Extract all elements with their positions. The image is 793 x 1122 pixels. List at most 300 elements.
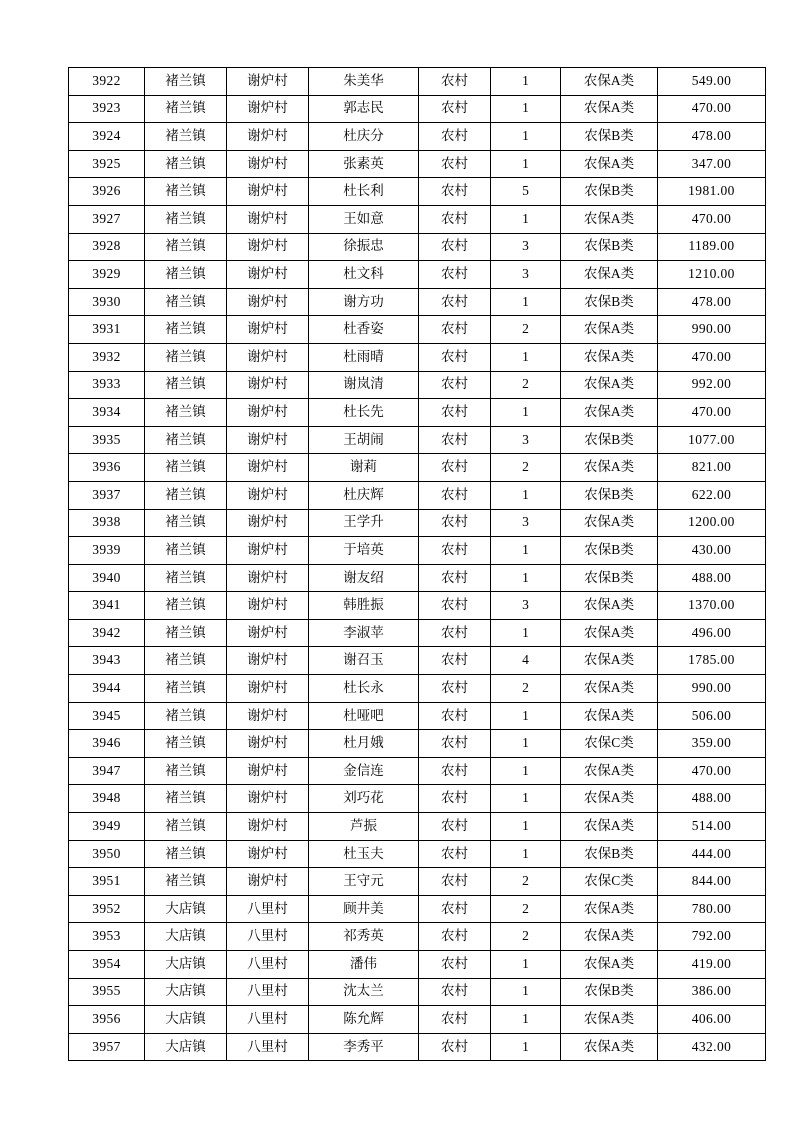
- cell-count: 1: [491, 399, 561, 427]
- cell-category: 农保A类: [561, 150, 658, 178]
- cell-type: 农村: [419, 95, 491, 123]
- cell-village: 谢炉村: [227, 785, 309, 813]
- cell-village: 谢炉村: [227, 95, 309, 123]
- cell-village: 谢炉村: [227, 343, 309, 371]
- cell-sequence: 3944: [69, 675, 145, 703]
- cell-category: 农保B类: [561, 564, 658, 592]
- cell-amount: 470.00: [658, 205, 766, 233]
- cell-amount: 432.00: [658, 1033, 766, 1061]
- cell-name: 于培英: [309, 537, 419, 565]
- cell-sequence: 3947: [69, 757, 145, 785]
- cell-amount: 844.00: [658, 868, 766, 896]
- cell-category: 农保A类: [561, 1006, 658, 1034]
- cell-type: 农村: [419, 951, 491, 979]
- table-row: [69, 675, 766, 703]
- cell-amount: 496.00: [658, 619, 766, 647]
- cell-type: 农村: [419, 343, 491, 371]
- cell-category: 农保A类: [561, 454, 658, 482]
- cell-count: 3: [491, 592, 561, 620]
- cell-town: 褚兰镇: [145, 68, 227, 96]
- table-row: [69, 619, 766, 647]
- cell-count: 1: [491, 1033, 561, 1061]
- cell-name: 张素英: [309, 150, 419, 178]
- cell-type: 农村: [419, 316, 491, 344]
- cell-amount: 549.00: [658, 68, 766, 96]
- cell-type: 农村: [419, 785, 491, 813]
- cell-village: 谢炉村: [227, 481, 309, 509]
- cell-sequence: 3952: [69, 895, 145, 923]
- cell-amount: 1189.00: [658, 233, 766, 261]
- cell-sequence: 3937: [69, 481, 145, 509]
- cell-amount: 1200.00: [658, 509, 766, 537]
- cell-count: 2: [491, 868, 561, 896]
- cell-name: 谢方功: [309, 288, 419, 316]
- cell-count: 1: [491, 951, 561, 979]
- cell-category: 农保A类: [561, 785, 658, 813]
- cell-amount: 470.00: [658, 343, 766, 371]
- cell-town: 褚兰镇: [145, 675, 227, 703]
- cell-count: 1: [491, 785, 561, 813]
- cell-sequence: 3926: [69, 178, 145, 206]
- cell-category: 农保C类: [561, 730, 658, 758]
- cell-village: 谢炉村: [227, 123, 309, 151]
- cell-amount: 506.00: [658, 702, 766, 730]
- cell-village: 谢炉村: [227, 592, 309, 620]
- cell-count: 1: [491, 1006, 561, 1034]
- cell-town: 褚兰镇: [145, 261, 227, 289]
- cell-category: 农保A类: [561, 675, 658, 703]
- cell-village: 谢炉村: [227, 205, 309, 233]
- cell-category: 农保A类: [561, 205, 658, 233]
- cell-amount: 1210.00: [658, 261, 766, 289]
- cell-name: 王如意: [309, 205, 419, 233]
- cell-type: 农村: [419, 123, 491, 151]
- cell-count: 1: [491, 702, 561, 730]
- cell-town: 褚兰镇: [145, 454, 227, 482]
- cell-town: 大店镇: [145, 895, 227, 923]
- cell-sequence: 3928: [69, 233, 145, 261]
- cell-category: 农保B类: [561, 178, 658, 206]
- table-row: [69, 813, 766, 841]
- cell-type: 农村: [419, 564, 491, 592]
- cell-name: 谢岚清: [309, 371, 419, 399]
- table-row: [69, 123, 766, 151]
- cell-count: 1: [491, 481, 561, 509]
- cell-amount: 359.00: [658, 730, 766, 758]
- cell-count: 1: [491, 150, 561, 178]
- cell-sequence: 3943: [69, 647, 145, 675]
- cell-village: 八里村: [227, 895, 309, 923]
- cell-amount: 430.00: [658, 537, 766, 565]
- table-row: [69, 95, 766, 123]
- cell-amount: 478.00: [658, 288, 766, 316]
- cell-count: 1: [491, 123, 561, 151]
- cell-town: 褚兰镇: [145, 371, 227, 399]
- cell-village: 谢炉村: [227, 178, 309, 206]
- table-row: [69, 343, 766, 371]
- cell-name: 刘巧花: [309, 785, 419, 813]
- cell-count: 1: [491, 205, 561, 233]
- cell-count: 2: [491, 371, 561, 399]
- cell-type: 农村: [419, 840, 491, 868]
- cell-type: 农村: [419, 592, 491, 620]
- cell-category: 农保A类: [561, 1033, 658, 1061]
- cell-name: 杜长永: [309, 675, 419, 703]
- cell-town: 褚兰镇: [145, 840, 227, 868]
- table-row: [69, 537, 766, 565]
- cell-sequence: 3949: [69, 813, 145, 841]
- cell-amount: 470.00: [658, 95, 766, 123]
- cell-count: 2: [491, 895, 561, 923]
- table-row: [69, 702, 766, 730]
- cell-count: 1: [491, 95, 561, 123]
- cell-category: 农保B类: [561, 288, 658, 316]
- cell-category: 农保A类: [561, 757, 658, 785]
- cell-amount: 1785.00: [658, 647, 766, 675]
- cell-count: 1: [491, 730, 561, 758]
- cell-type: 农村: [419, 371, 491, 399]
- cell-village: 谢炉村: [227, 675, 309, 703]
- cell-town: 褚兰镇: [145, 564, 227, 592]
- cell-sequence: 3953: [69, 923, 145, 951]
- cell-amount: 992.00: [658, 371, 766, 399]
- cell-category: 农保A类: [561, 951, 658, 979]
- cell-town: 褚兰镇: [145, 619, 227, 647]
- table-row: [69, 68, 766, 96]
- table-row: [69, 1033, 766, 1061]
- cell-name: 金信连: [309, 757, 419, 785]
- cell-name: 韩胜振: [309, 592, 419, 620]
- cell-amount: 780.00: [658, 895, 766, 923]
- cell-village: 谢炉村: [227, 371, 309, 399]
- cell-name: 潘伟: [309, 951, 419, 979]
- cell-sequence: 3922: [69, 68, 145, 96]
- cell-town: 褚兰镇: [145, 288, 227, 316]
- cell-town: 大店镇: [145, 923, 227, 951]
- cell-count: 2: [491, 316, 561, 344]
- cell-type: 农村: [419, 537, 491, 565]
- cell-sequence: 3940: [69, 564, 145, 592]
- cell-category: 农保A类: [561, 95, 658, 123]
- cell-amount: 419.00: [658, 951, 766, 979]
- cell-amount: 1370.00: [658, 592, 766, 620]
- table-row: [69, 840, 766, 868]
- cell-village: 八里村: [227, 923, 309, 951]
- cell-town: 褚兰镇: [145, 592, 227, 620]
- cell-count: 1: [491, 840, 561, 868]
- cell-type: 农村: [419, 813, 491, 841]
- cell-amount: 386.00: [658, 978, 766, 1006]
- cell-name: 朱美华: [309, 68, 419, 96]
- cell-town: 褚兰镇: [145, 481, 227, 509]
- table-row: [69, 178, 766, 206]
- cell-amount: 470.00: [658, 757, 766, 785]
- cell-name: 芦振: [309, 813, 419, 841]
- cell-category: 农保B类: [561, 233, 658, 261]
- subsidy-roster-table: [68, 67, 766, 1061]
- table-row: [69, 895, 766, 923]
- cell-village: 谢炉村: [227, 68, 309, 96]
- cell-name: 杜雨晴: [309, 343, 419, 371]
- cell-name: 王守元: [309, 868, 419, 896]
- cell-sequence: 3941: [69, 592, 145, 620]
- cell-sequence: 3930: [69, 288, 145, 316]
- cell-town: 褚兰镇: [145, 178, 227, 206]
- cell-name: 王胡闹: [309, 426, 419, 454]
- cell-type: 农村: [419, 205, 491, 233]
- cell-category: 农保A类: [561, 895, 658, 923]
- cell-amount: 990.00: [658, 316, 766, 344]
- cell-sequence: 3934: [69, 399, 145, 427]
- cell-name: 杜长先: [309, 399, 419, 427]
- cell-amount: 347.00: [658, 150, 766, 178]
- table-row: [69, 785, 766, 813]
- cell-sequence: 3927: [69, 205, 145, 233]
- cell-town: 褚兰镇: [145, 537, 227, 565]
- cell-town: 褚兰镇: [145, 343, 227, 371]
- cell-amount: 406.00: [658, 1006, 766, 1034]
- cell-type: 农村: [419, 150, 491, 178]
- cell-name: 郭志民: [309, 95, 419, 123]
- cell-village: 谢炉村: [227, 261, 309, 289]
- cell-category: 农保A类: [561, 647, 658, 675]
- cell-village: 谢炉村: [227, 619, 309, 647]
- cell-type: 农村: [419, 509, 491, 537]
- cell-type: 农村: [419, 757, 491, 785]
- cell-name: 陈允辉: [309, 1006, 419, 1034]
- cell-sequence: 3945: [69, 702, 145, 730]
- cell-type: 农村: [419, 261, 491, 289]
- cell-village: 谢炉村: [227, 233, 309, 261]
- cell-category: 农保A类: [561, 923, 658, 951]
- table-row: [69, 509, 766, 537]
- cell-town: 褚兰镇: [145, 95, 227, 123]
- cell-sequence: 3931: [69, 316, 145, 344]
- cell-town: 褚兰镇: [145, 813, 227, 841]
- cell-village: 谢炉村: [227, 288, 309, 316]
- cell-village: 八里村: [227, 1006, 309, 1034]
- cell-count: 3: [491, 426, 561, 454]
- cell-category: 农保B类: [561, 123, 658, 151]
- cell-category: 农保A类: [561, 813, 658, 841]
- cell-amount: 622.00: [658, 481, 766, 509]
- cell-amount: 470.00: [658, 399, 766, 427]
- cell-type: 农村: [419, 923, 491, 951]
- cell-town: 褚兰镇: [145, 123, 227, 151]
- cell-category: 农保A类: [561, 619, 658, 647]
- cell-name: 杜长利: [309, 178, 419, 206]
- cell-count: 2: [491, 675, 561, 703]
- cell-name: 徐振忠: [309, 233, 419, 261]
- cell-type: 农村: [419, 481, 491, 509]
- cell-village: 谢炉村: [227, 840, 309, 868]
- table-row: [69, 454, 766, 482]
- cell-name: 顾井美: [309, 895, 419, 923]
- table-row: [69, 564, 766, 592]
- cell-village: 八里村: [227, 978, 309, 1006]
- cell-sequence: 3925: [69, 150, 145, 178]
- cell-count: 1: [491, 619, 561, 647]
- cell-name: 杜香姿: [309, 316, 419, 344]
- cell-category: 农保A类: [561, 68, 658, 96]
- cell-type: 农村: [419, 454, 491, 482]
- cell-amount: 514.00: [658, 813, 766, 841]
- cell-type: 农村: [419, 399, 491, 427]
- cell-village: 谢炉村: [227, 702, 309, 730]
- cell-sequence: 3933: [69, 371, 145, 399]
- cell-sequence: 3950: [69, 840, 145, 868]
- cell-name: 杜文科: [309, 261, 419, 289]
- cell-village: 谢炉村: [227, 399, 309, 427]
- cell-type: 农村: [419, 978, 491, 1006]
- cell-type: 农村: [419, 178, 491, 206]
- table-row: [69, 233, 766, 261]
- cell-name: 谢友绍: [309, 564, 419, 592]
- cell-amount: 444.00: [658, 840, 766, 868]
- cell-category: 农保B类: [561, 840, 658, 868]
- cell-name: 李淑苹: [309, 619, 419, 647]
- cell-amount: 1981.00: [658, 178, 766, 206]
- cell-village: 谢炉村: [227, 730, 309, 758]
- cell-town: 褚兰镇: [145, 702, 227, 730]
- cell-count: 2: [491, 454, 561, 482]
- cell-count: 1: [491, 978, 561, 1006]
- cell-town: 褚兰镇: [145, 233, 227, 261]
- table-row: [69, 261, 766, 289]
- cell-type: 农村: [419, 426, 491, 454]
- table-row: [69, 426, 766, 454]
- cell-type: 农村: [419, 288, 491, 316]
- cell-sequence: 3957: [69, 1033, 145, 1061]
- cell-category: 农保A类: [561, 592, 658, 620]
- cell-village: 八里村: [227, 951, 309, 979]
- cell-name: 李秀平: [309, 1033, 419, 1061]
- cell-count: 1: [491, 68, 561, 96]
- cell-town: 褚兰镇: [145, 150, 227, 178]
- cell-category: 农保B类: [561, 426, 658, 454]
- cell-town: 褚兰镇: [145, 316, 227, 344]
- cell-town: 大店镇: [145, 951, 227, 979]
- cell-sequence: 3942: [69, 619, 145, 647]
- cell-name: 杜月娥: [309, 730, 419, 758]
- cell-count: 5: [491, 178, 561, 206]
- cell-village: 谢炉村: [227, 564, 309, 592]
- cell-sequence: 3924: [69, 123, 145, 151]
- cell-category: 农保A类: [561, 399, 658, 427]
- cell-type: 农村: [419, 1006, 491, 1034]
- cell-town: 褚兰镇: [145, 730, 227, 758]
- cell-sequence: 3954: [69, 951, 145, 979]
- cell-name: 谢召玉: [309, 647, 419, 675]
- table-row: [69, 1006, 766, 1034]
- table-body: [69, 68, 766, 1061]
- cell-sequence: 3948: [69, 785, 145, 813]
- cell-category: 农保A类: [561, 343, 658, 371]
- table-row: [69, 868, 766, 896]
- cell-category: 农保B类: [561, 537, 658, 565]
- table-row: [69, 205, 766, 233]
- cell-type: 农村: [419, 675, 491, 703]
- cell-sequence: 3955: [69, 978, 145, 1006]
- cell-category: 农保B类: [561, 481, 658, 509]
- cell-name: 王学升: [309, 509, 419, 537]
- cell-town: 褚兰镇: [145, 868, 227, 896]
- cell-town: 褚兰镇: [145, 205, 227, 233]
- cell-sequence: 3935: [69, 426, 145, 454]
- cell-type: 农村: [419, 895, 491, 923]
- cell-name: 杜庆分: [309, 123, 419, 151]
- cell-count: 4: [491, 647, 561, 675]
- table-row: [69, 647, 766, 675]
- cell-town: 褚兰镇: [145, 426, 227, 454]
- cell-town: 褚兰镇: [145, 647, 227, 675]
- cell-name: 杜玉夫: [309, 840, 419, 868]
- cell-count: 1: [491, 537, 561, 565]
- cell-sequence: 3932: [69, 343, 145, 371]
- cell-type: 农村: [419, 647, 491, 675]
- cell-sequence: 3946: [69, 730, 145, 758]
- cell-village: 谢炉村: [227, 537, 309, 565]
- cell-sequence: 3951: [69, 868, 145, 896]
- cell-count: 1: [491, 288, 561, 316]
- cell-town: 大店镇: [145, 1033, 227, 1061]
- cell-town: 褚兰镇: [145, 757, 227, 785]
- table-row: [69, 757, 766, 785]
- cell-amount: 792.00: [658, 923, 766, 951]
- cell-name: 沈太兰: [309, 978, 419, 1006]
- cell-village: 谢炉村: [227, 868, 309, 896]
- cell-village: 谢炉村: [227, 757, 309, 785]
- cell-count: 1: [491, 343, 561, 371]
- cell-amount: 488.00: [658, 785, 766, 813]
- table-row: [69, 951, 766, 979]
- cell-village: 谢炉村: [227, 316, 309, 344]
- cell-type: 农村: [419, 619, 491, 647]
- cell-village: 谢炉村: [227, 647, 309, 675]
- cell-town: 褚兰镇: [145, 399, 227, 427]
- table-row: [69, 371, 766, 399]
- cell-town: 大店镇: [145, 978, 227, 1006]
- cell-count: 1: [491, 757, 561, 785]
- cell-category: 农保A类: [561, 261, 658, 289]
- cell-type: 农村: [419, 730, 491, 758]
- table-row: [69, 399, 766, 427]
- cell-village: 谢炉村: [227, 509, 309, 537]
- cell-village: 谢炉村: [227, 454, 309, 482]
- cell-amount: 1077.00: [658, 426, 766, 454]
- cell-count: 3: [491, 233, 561, 261]
- cell-town: 褚兰镇: [145, 785, 227, 813]
- table-row: [69, 288, 766, 316]
- cell-category: 农保A类: [561, 509, 658, 537]
- cell-sequence: 3956: [69, 1006, 145, 1034]
- table-row: [69, 316, 766, 344]
- table-row: [69, 923, 766, 951]
- cell-name: 杜哑吧: [309, 702, 419, 730]
- cell-category: 农保A类: [561, 702, 658, 730]
- cell-count: 1: [491, 564, 561, 592]
- cell-village: 谢炉村: [227, 150, 309, 178]
- table-row: [69, 978, 766, 1006]
- cell-name: 谢莉: [309, 454, 419, 482]
- cell-type: 农村: [419, 868, 491, 896]
- cell-sequence: 3936: [69, 454, 145, 482]
- cell-type: 农村: [419, 702, 491, 730]
- cell-count: 2: [491, 923, 561, 951]
- table-row: [69, 150, 766, 178]
- cell-sequence: 3939: [69, 537, 145, 565]
- cell-type: 农村: [419, 1033, 491, 1061]
